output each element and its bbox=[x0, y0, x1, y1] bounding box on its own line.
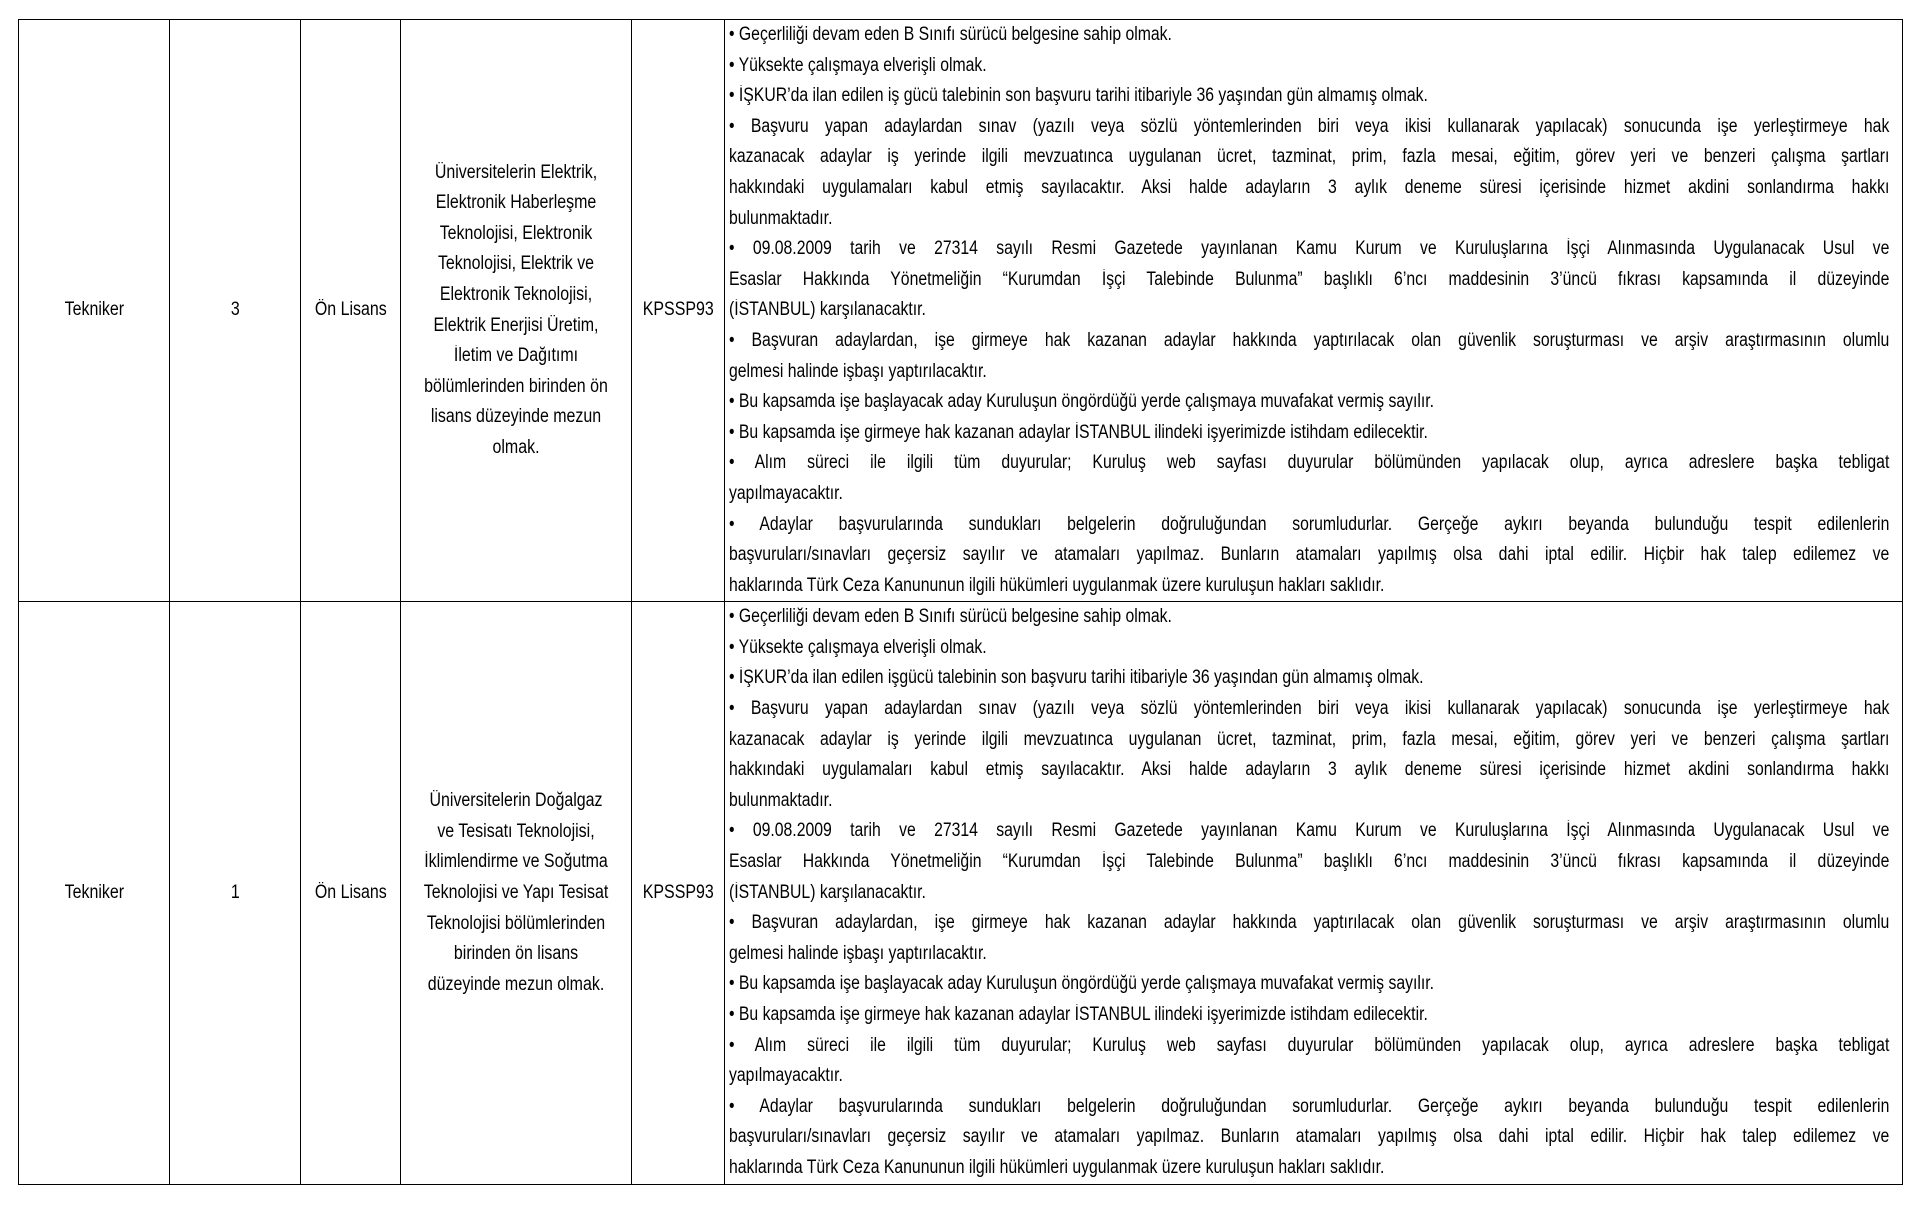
department-line: Teknolojisi ve Yapı Tesisat bbox=[423, 881, 609, 903]
exam-type-cell-text: KPSSP93 bbox=[642, 299, 714, 321]
table-row bbox=[19, 602, 1903, 1185]
requirement-line: • Yüksekte çalışmaya elverişli olmak. bbox=[729, 54, 987, 76]
department-line: Elektronik Haberleşme bbox=[435, 192, 597, 214]
requirement-line: (İSTANBUL) karşılanacaktır. bbox=[729, 881, 926, 903]
requirement-line: kazanacak adaylar iş yerinde ilgili mevzuatınca uygulanan ücret, tazminat, prim, fazla mesai, eğitim, görev yeri ve benzeri çalışma şartları bbox=[729, 146, 1890, 168]
department-line: Üniversitelerin Elektrik, bbox=[434, 161, 598, 183]
requirement-line: hakkındaki uygulamaları kabul etmiş sayılacaktır. Aksi halde adayların 3 aylık deneme süresi içerisinde hizmet akdini sonlandırma hakkı bbox=[729, 759, 1890, 781]
requirement-line: gelmesi halinde işbaşı yaptırılacaktır. bbox=[729, 942, 987, 964]
requirement-item bbox=[725, 1000, 1902, 1031]
position-count-cell-text: 3 bbox=[230, 299, 240, 321]
requirement-line: • Alım süreci ile ilgili tüm duyurular; Kuruluş web sayfası duyurular bölümünden yapılacak olup, ayrıca adreslere başka tebligat bbox=[729, 1034, 1890, 1056]
requirement-line: • İŞKUR’da ilan edilen işgücü talebinin son başvuru tarihi itibariyle 36 yaşından gün almamış olmak. bbox=[729, 667, 1424, 689]
position-title-cell bbox=[19, 602, 170, 1185]
education-level-cell-text: Ön Lisans bbox=[314, 299, 387, 321]
requirement-line: hakkındaki uygulamaları kabul etmiş sayılacaktır. Aksi halde adayların 3 aylık deneme süresi içerisinde hizmet akdini sonlandırma hakkı bbox=[729, 176, 1890, 198]
requirement-item bbox=[725, 51, 1902, 82]
department-cell bbox=[401, 20, 632, 602]
exam-type-cell bbox=[632, 602, 725, 1185]
department-line: İklimlendirme ve Soğutma bbox=[424, 851, 608, 873]
education-level-cell bbox=[301, 20, 401, 602]
requirement-line: • Geçerliliği devam eden B Sınıfı sürücü belgesine sahip olmak. bbox=[729, 24, 1172, 45]
department-line: Üniversitelerin Doğalgaz bbox=[429, 790, 603, 812]
department-line: Teknolojisi, Elektrik ve bbox=[437, 253, 595, 275]
requirement-line: • Adaylar başvurularında sundukları belgelerin doğruluğundan sorumludurlar. Gerçeğe aykırı beyanda bulunduğu tespit edilenlerin bbox=[729, 1095, 1890, 1117]
requirement-line: • Bu kapsamda işe girmeye hak kazanan adaylar İSTANBUL ilindeki işyerimizde istihdam edilecektir. bbox=[729, 1004, 1428, 1025]
requirement-item bbox=[725, 234, 1902, 326]
requirement-item bbox=[725, 816, 1902, 908]
department-line: düzeyinde mezun olmak. bbox=[427, 973, 605, 995]
requirement-item bbox=[725, 510, 1902, 602]
job-requirements-table bbox=[18, 19, 1903, 1185]
requirement-line: • İŞKUR’da ilan edilen iş gücü talebinin son başvuru tarihi itibariyle 36 yaşından gün almamış olmak. bbox=[729, 85, 1428, 107]
department-cell bbox=[401, 602, 632, 1185]
requirement-line: başvuruları/sınavları geçersiz sayılır ve atamaları yapılmaz. Bunların atamaları yapılmış olsa dahi iptal edilir. Hiçbir hak talep edilemez ve bbox=[729, 1126, 1890, 1148]
requirement-item bbox=[725, 418, 1902, 449]
requirement-line: • Adaylar başvurularında sundukları belgelerin doğruluğundan sorumludurlar. Gerçeğe aykırı beyanda bulunduğu tespit edilenlerin bbox=[729, 513, 1890, 535]
requirement-line: kazanacak adaylar iş yerinde ilgili mevzuatınca uygulanan ücret, tazminat, prim, fazla mesai, eğitim, görev yeri ve benzeri çalışma şartları bbox=[729, 728, 1890, 750]
requirement-line: • Bu kapsamda işe başlayacak aday Kuruluşun öngördüğü yerde çalışmaya muvafakat vermiş sayılır. bbox=[729, 391, 1435, 413]
requirement-line: • Bu kapsamda işe girmeye hak kazanan adaylar İSTANBUL ilindeki işyerimizde istihdam edilecektir. bbox=[729, 421, 1428, 443]
requirement-line: • 09.08.2009 tarih ve 27314 sayılı Resmi Gazetede yayınlanan Kamu Kurum ve Kuruluşlarına İşçi Alınmasında Uygulanacak Usul ve bbox=[729, 820, 1890, 842]
requirement-item bbox=[725, 387, 1902, 418]
position-title-cell-text: Tekniker bbox=[64, 299, 124, 321]
position-count-cell-text: 1 bbox=[230, 881, 240, 903]
requirement-item bbox=[725, 81, 1902, 112]
requirement-line: • 09.08.2009 tarih ve 27314 sayılı Resmi Gazetede yayınlanan Kamu Kurum ve Kuruluşlarına İşçi Alınmasında Uygulanacak Usul ve bbox=[729, 238, 1890, 260]
requirement-item bbox=[725, 20, 1902, 51]
requirement-line: (İSTANBUL) karşılanacaktır. bbox=[729, 299, 926, 321]
requirement-line: yapılmayacaktır. bbox=[729, 1065, 843, 1087]
requirement-item bbox=[725, 448, 1902, 509]
requirement-item bbox=[725, 969, 1902, 1000]
requirement-line: • Başvuru yapan adaylardan sınav (yazılı veya sözlü yöntemlerinden biri veya ikisi kullanarak yapılacak) sonucunda işe yerleştirmeye hak bbox=[729, 698, 1890, 720]
requirement-line: başvuruları/sınavları geçersiz sayılır ve atamaları yapılmaz. Bunların atamaları yapılmış olsa dahi iptal edilir. Hiçbir hak talep edilemez ve bbox=[729, 544, 1890, 566]
requirement-line: haklarında Türk Ceza Kanununun ilgili hükümleri uygulanmak üzere kuruluşun hakları saklıdır. bbox=[729, 1156, 1385, 1178]
department-line: lisans düzeyinde mezun bbox=[430, 406, 602, 428]
requirement-line: • Yüksekte çalışmaya elverişli olmak. bbox=[729, 636, 987, 658]
requirement-line: • Başvuran adaylardan, işe girmeye hak kazanan adaylar hakkında yaptırılacak olan güvenlik soruşturması ve arşiv araştırmasının olumlu bbox=[729, 912, 1890, 934]
department-line: birinden ön lisans bbox=[453, 943, 579, 965]
position-title-cell-text: Tekniker bbox=[64, 881, 124, 903]
position-count-cell bbox=[170, 20, 301, 602]
position-count-cell bbox=[170, 602, 301, 1185]
department-line: bölümlerinden birinden ön bbox=[424, 375, 608, 397]
requirement-item bbox=[725, 602, 1902, 633]
requirement-line: Esaslar Hakkında Yönetmeliğin “Kurumdan İşçi Talebinde Bulunma” başlıklı 6’ncı maddesinin 3’üncü fıkrası kapsamında il düzeyinde bbox=[729, 268, 1890, 290]
position-title-cell bbox=[19, 20, 170, 602]
requirement-item bbox=[725, 1092, 1902, 1184]
requirement-line: bulunmaktadır. bbox=[729, 789, 833, 811]
education-level-cell-text: Ön Lisans bbox=[314, 881, 387, 903]
requirement-item bbox=[725, 694, 1902, 816]
requirements-cell bbox=[725, 602, 1903, 1185]
requirement-item bbox=[725, 326, 1902, 387]
department-line: Elektrik Enerjisi Üretim, bbox=[433, 314, 599, 336]
department-line: ve Tesisatı Teknolojisi, bbox=[437, 820, 595, 842]
requirement-line: yapılmayacaktır. bbox=[729, 482, 843, 504]
requirement-item bbox=[725, 633, 1902, 664]
requirement-item bbox=[725, 663, 1902, 694]
requirement-item bbox=[725, 908, 1902, 969]
department-line: İletim ve Dağıtımı bbox=[453, 345, 579, 367]
department-line: Teknolojisi bölümlerinden bbox=[426, 912, 606, 934]
requirements-cell bbox=[725, 20, 1903, 602]
department-line: Teknolojisi, Elektronik bbox=[439, 222, 593, 244]
requirement-line: Esaslar Hakkında Yönetmeliğin “Kurumdan İşçi Talebinde Bulunma” başlıklı 6’ncı maddesinin 3’üncü fıkrası kapsamında il düzeyinde bbox=[729, 851, 1890, 873]
requirement-line: haklarında Türk Ceza Kanununun ilgili hükümleri uygulanmak üzere kuruluşun hakları saklıdır. bbox=[729, 574, 1385, 596]
requirement-line: • Bu kapsamda işe başlayacak aday Kuruluşun öngördüğü yerde çalışmaya muvafakat vermiş sayılır. bbox=[729, 973, 1435, 995]
department-line: Elektronik Teknolojisi, bbox=[439, 284, 593, 306]
requirement-line: gelmesi halinde işbaşı yaptırılacaktır. bbox=[729, 360, 987, 382]
requirement-line: • Başvuru yapan adaylardan sınav (yazılı veya sözlü yöntemlerinden biri veya ikisi kullanarak yapılacak) sonucunda işe yerleştirmeye hak bbox=[729, 115, 1890, 137]
requirement-line: bulunmaktadır. bbox=[729, 207, 833, 229]
education-level-cell bbox=[301, 602, 401, 1185]
requirement-line: • Başvuran adaylardan, işe girmeye hak kazanan adaylar hakkında yaptırılacak olan güvenlik soruşturması ve arşiv araştırmasının olumlu bbox=[729, 329, 1890, 351]
table-row bbox=[19, 20, 1903, 602]
requirement-item bbox=[725, 112, 1902, 234]
exam-type-cell-text: KPSSP93 bbox=[642, 881, 714, 903]
requirement-item bbox=[725, 1031, 1902, 1092]
requirement-line: • Alım süreci ile ilgili tüm duyurular; Kuruluş web sayfası duyurular bölümünden yapılacak olup, ayrıca adreslere başka tebligat bbox=[729, 452, 1890, 474]
department-line: olmak. bbox=[492, 437, 540, 459]
exam-type-cell bbox=[632, 20, 725, 602]
requirement-line: • Geçerliliği devam eden B Sınıfı sürücü belgesine sahip olmak. bbox=[729, 606, 1172, 628]
